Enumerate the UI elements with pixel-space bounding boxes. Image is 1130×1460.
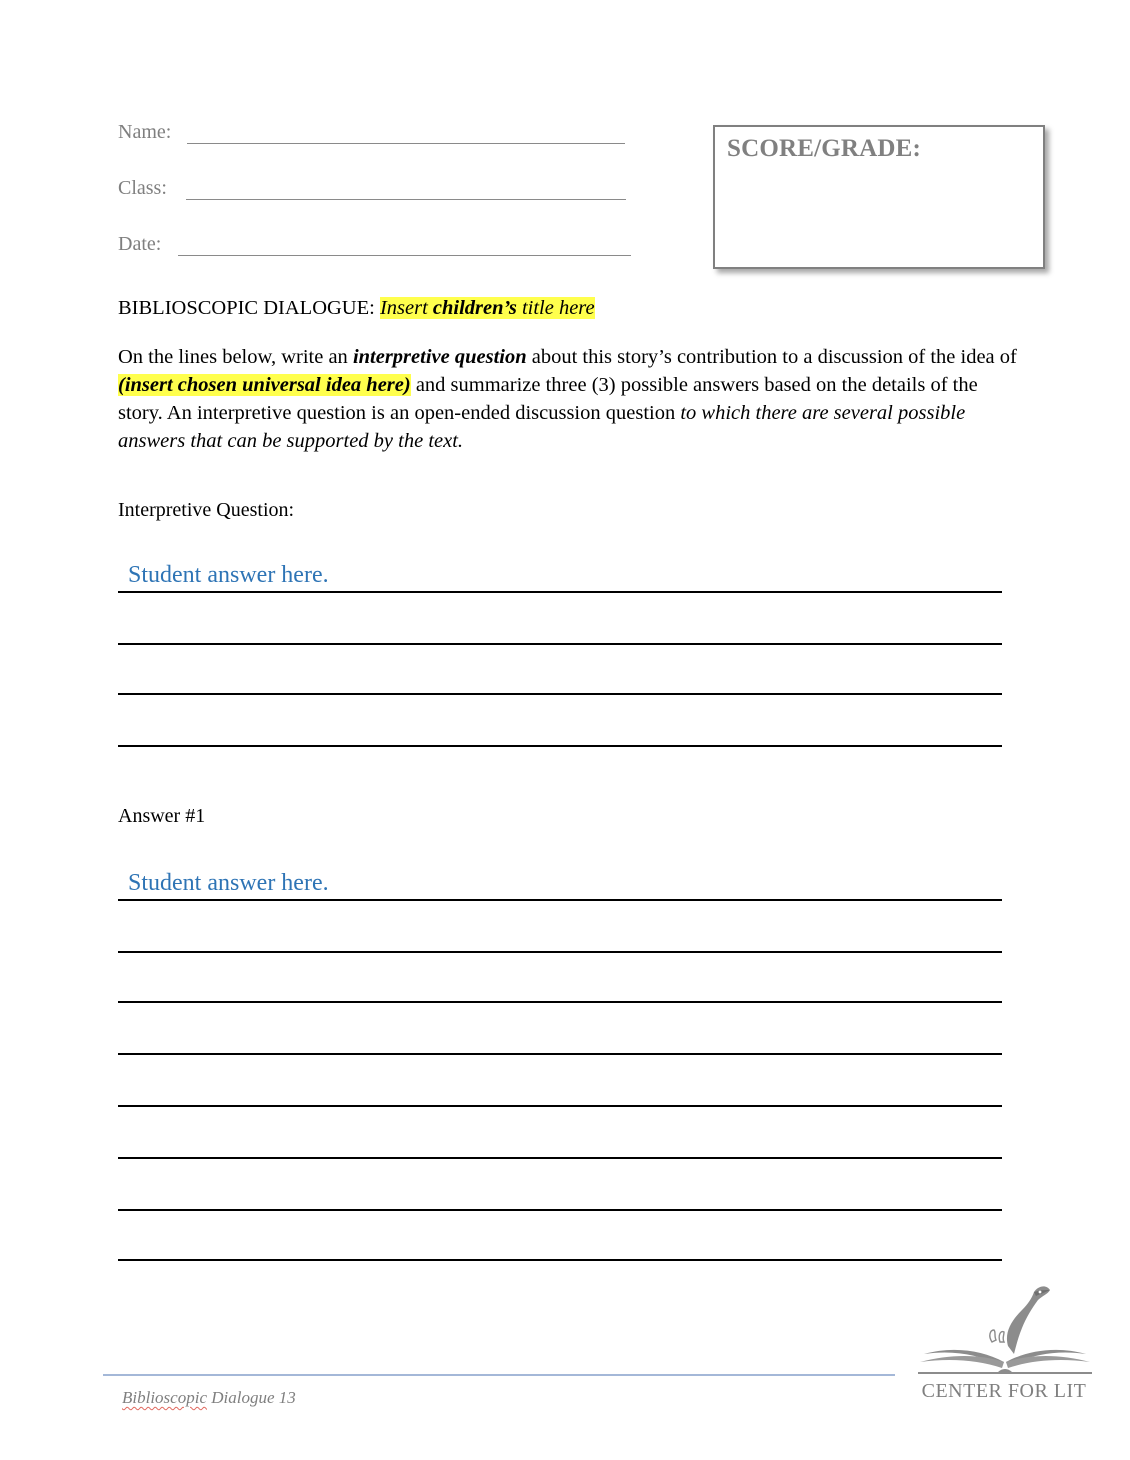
footer-page-label [122, 1388, 296, 1408]
universal-idea-placeholder[interactable]: (insert chosen universal idea here) [118, 374, 411, 396]
answer-line[interactable] [118, 1209, 1002, 1211]
answer-line[interactable] [118, 899, 1002, 901]
title-placeholder-part2: title here [516, 297, 595, 319]
answer-line[interactable] [118, 1259, 1002, 1261]
answer-line[interactable] [118, 693, 1002, 695]
title-placeholder[interactable] [380, 297, 595, 319]
footer-page-number-text: Dialogue 13 [206, 1388, 296, 1407]
instructions-paragraph [118, 343, 1018, 455]
answer-1-field[interactable]: Student answer here. [128, 870, 329, 896]
name-field-line[interactable] [187, 143, 625, 144]
answer-line[interactable] [118, 951, 1002, 953]
intro-text-3: and summarize three (3) possible answers based on the details of the story. An interpretive question is an open-ended discussion question [118, 374, 978, 424]
class-field-line[interactable] [186, 199, 626, 200]
title-prefix: BIBLIOSCOPIC DIALOGUE: [118, 297, 380, 319]
interpretive-question-label: Interpretive Question: [118, 499, 295, 521]
interpretive-question-answer-field[interactable]: Student answer here. [128, 562, 329, 588]
score-grade-box[interactable] [713, 125, 1045, 269]
logo-text: CENTER FOR LIT [921, 1380, 1087, 1402]
score-grade-label: SCORE/GRADE: [727, 135, 922, 162]
center-for-lit-logo [912, 1284, 1096, 1404]
answer-line[interactable] [118, 1053, 1002, 1055]
footer-divider [103, 1374, 895, 1376]
title-placeholder-part1: Insert [379, 297, 433, 319]
class-field-label: Class: [118, 177, 167, 199]
date-field-line[interactable] [178, 255, 631, 256]
spellcheck-flagged-word[interactable]: Biblioscopic [122, 1388, 207, 1407]
answer-1-label: Answer #1 [118, 805, 206, 827]
answer-line[interactable] [118, 591, 1002, 593]
intro-text-2: about this story’s contribution to a discussion of the idea of [526, 346, 1017, 368]
page-title [118, 297, 595, 320]
answer-line[interactable] [118, 643, 1002, 645]
intro-emphasis-interpretive-question: interpretive question [352, 346, 527, 368]
answer-line[interactable] [118, 1001, 1002, 1003]
answer-line[interactable] [118, 1157, 1002, 1159]
title-placeholder-bold: children’s [432, 297, 517, 319]
pelican-book-icon [912, 1284, 1096, 1380]
name-field-label: Name: [118, 121, 172, 143]
intro-text-1: On the lines below, write an [118, 346, 353, 368]
answer-line[interactable] [118, 745, 1002, 747]
answer-line[interactable] [118, 1105, 1002, 1107]
intro-italic-tail: to which there are several possible answers that can be supported by the text. [118, 402, 966, 452]
date-field-label: Date: [118, 233, 162, 255]
